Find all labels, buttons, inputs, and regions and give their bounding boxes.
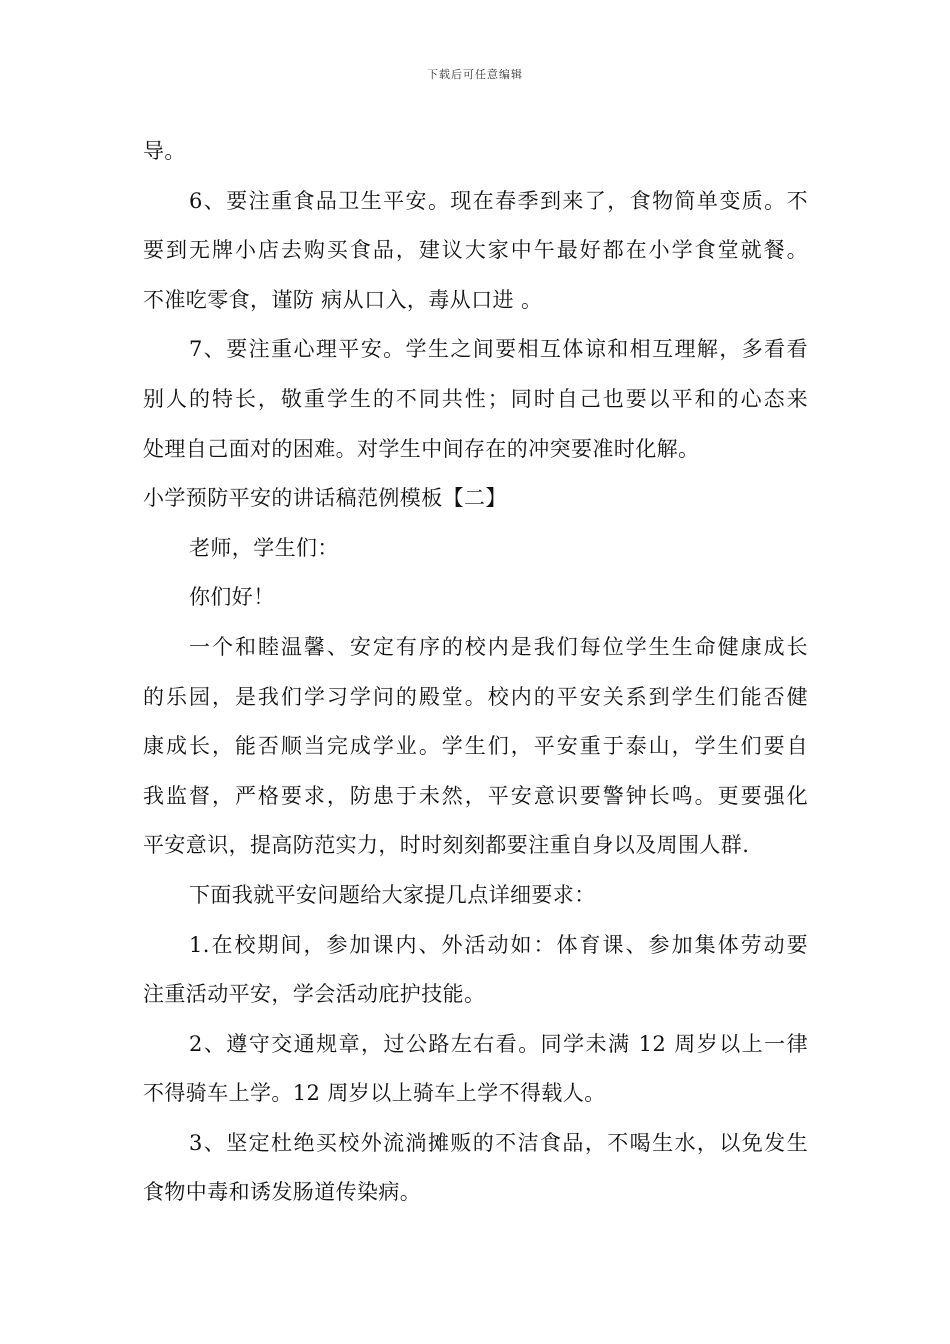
text-line: 要到无牌小店去购买食品，建议大家中午最好都在小学食堂就餐。 [143, 238, 808, 263]
list-item-line: 不得骑车上学。12 周岁以上骑车上学不得载人。 [143, 1081, 606, 1106]
text-line: 的乐园，是我们学习学问的殿堂。校内的平安关系到学生们能否健 [143, 684, 808, 709]
text-line: 一个和睦温馨、安定有序的校内是我们每位学生生命健康成长 [189, 634, 808, 659]
text-line: 别人的特长，敬重学生的不同共性；同时自己也要以平和的心态来 [143, 386, 808, 411]
greeting-line: 老师，学生们： [189, 535, 339, 560]
text-line: 7、要注重心理平安。学生之间要相互体谅和相互理解，多看看 [189, 337, 808, 362]
text-line: 不准吃零食，谨防 病从口入，毒从口进 。 [143, 287, 543, 312]
text-line: 康成长，能否顺当完成学业。学生们，平安重于泰山，学生们要自 [143, 734, 808, 759]
section-heading: 小学预防平安的讲话稿范例模板【二】 [143, 486, 507, 511]
text-line: 平安意识，提高防范实力，时时刻刻都要注重自身以及周围人群. [143, 833, 750, 858]
page-header: 下载后可任意编辑 [427, 68, 523, 81]
text-line: 我监督，严格要求，防患于未然，平安意识要警钟长鸣。更要强化 [143, 783, 808, 808]
list-item-line: 食物中毒和诱发肠道传染病。 [143, 1180, 422, 1205]
list-item-line: 1.在校期间，参加课内、外活动如：体育课、参加集体劳动要 [189, 932, 808, 957]
greeting-line: 你们好！ [189, 585, 275, 610]
document-body [143, 127, 808, 1218]
list-item-line: 2、遵守交通规章，过公路左右看。同学未满 12 周岁以上一律 [189, 1031, 808, 1056]
text-line: 下面我就平安问题给大家提几点详细要求： [189, 882, 596, 907]
list-item-line: 注重活动平安，学会活动庇护技能。 [143, 982, 486, 1007]
text-line: 处理自己面对的困难。对学生中间存在的冲突要准时化解。 [143, 436, 700, 461]
text-line: 6、要注重食品卫生平安。现在春季到来了，食物简单变质。不 [189, 188, 808, 213]
list-item-line: 3、坚定杜绝买校外流淌摊贩的不洁食品，不喝生水，以免发生 [189, 1130, 808, 1155]
text-line: 导。 [143, 139, 186, 163]
